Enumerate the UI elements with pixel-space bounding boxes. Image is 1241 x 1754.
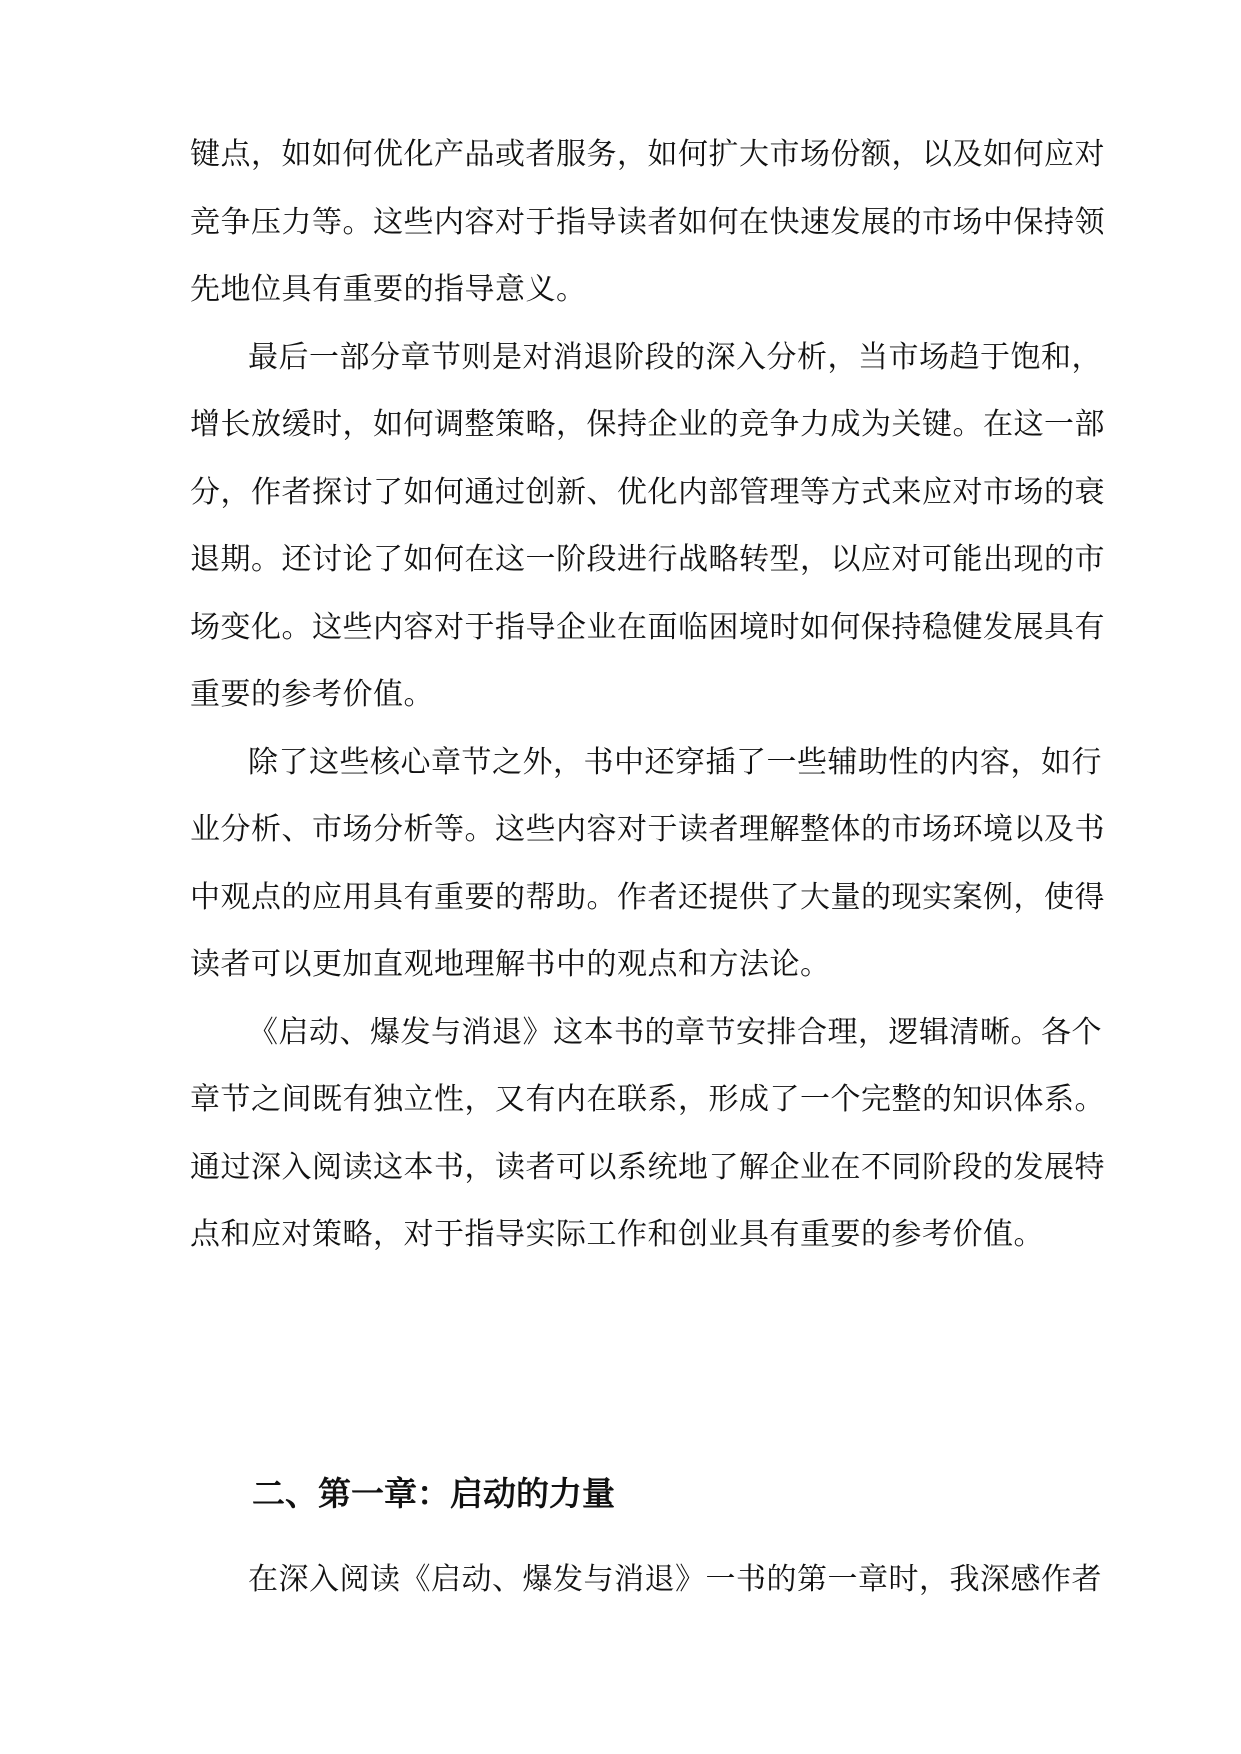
- paragraph-line: 场变化。这些内容对于指导企业在面临困境时如何保持稳健发展具有: [190, 610, 1105, 645]
- paragraph-line: 《启动、爆发与消退》这本书的章节安排合理，逻辑清晰。各个: [248, 1015, 1102, 1050]
- paragraph-line: 先地位具有重要的指导意义。: [190, 272, 587, 307]
- paragraph-line: 点和应对策略，对于指导实际工作和创业具有重要的参考价值。: [190, 1217, 1044, 1252]
- paragraph-line: 读者可以更加直观地理解书中的观点和方法论。: [190, 947, 831, 982]
- paragraph-line: 键点，如如何优化产品或者服务，如何扩大市场份额，以及如何应对: [190, 137, 1105, 172]
- paragraph-line: 竞争压力等。这些内容对于指导读者如何在快速发展的市场中保持领: [190, 205, 1105, 240]
- paragraph-line: 重要的参考价值。: [190, 677, 434, 712]
- paragraph-line: 中观点的应用具有重要的帮助。作者还提供了大量的现实案例，使得: [190, 880, 1105, 915]
- paragraph-line: 增长放缓时，如何调整策略，保持企业的竞争力成为关键。在这一部: [190, 407, 1105, 442]
- paragraph-line: 最后一部分章节则是对消退阶段的深入分析，当市场趋于饱和，: [248, 340, 1102, 375]
- section-heading: 二、第一章：启动的力量: [252, 1474, 615, 1513]
- paragraph-line: 章节之间既有独立性，又有内在联系，形成了一个完整的知识体系。: [190, 1082, 1105, 1117]
- paragraph-line: 业分析、市场分析等。这些内容对于读者理解整体的市场环境以及书: [190, 812, 1105, 847]
- paragraph-line: 在深入阅读《启动、爆发与消退》一书的第一章时，我深感作者: [248, 1562, 1102, 1597]
- paragraph-line: 除了这些核心章节之外，书中还穿插了一些辅助性的内容，如行: [248, 745, 1102, 780]
- paragraph-line: 分，作者探讨了如何通过创新、优化内部管理等方式来应对市场的衰: [190, 475, 1105, 510]
- paragraph-line: 通过深入阅读这本书，读者可以系统地了解企业在不同阶段的发展特: [190, 1150, 1105, 1185]
- paragraph-line: 退期。还讨论了如何在这一阶段进行战略转型，以应对可能出现的市: [190, 542, 1105, 577]
